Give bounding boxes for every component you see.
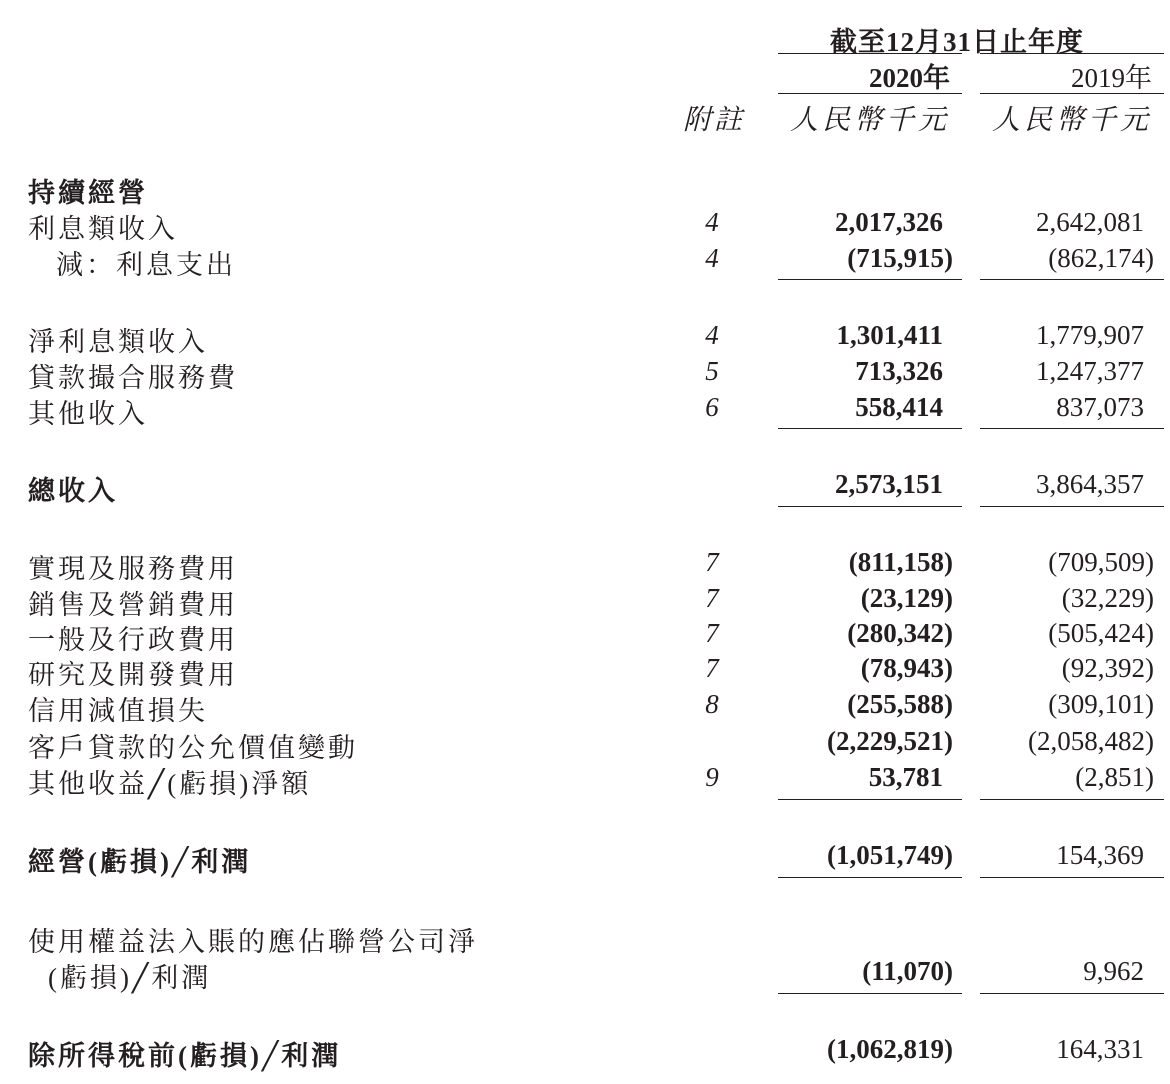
total-rule-2020 [778,506,962,507]
value-2020: (255,588) [847,689,953,719]
subtotal-rule-2019 [980,279,1164,280]
period-header: 截至12月31日止年度 [830,27,1084,57]
row-label: 總收入 [28,476,118,506]
row-label: 經營(虧損)╱利潤 [28,847,252,877]
notes-column-header: 附註 [683,105,746,136]
row-label: 其他收益╱(虧損)淨額 [28,769,312,799]
value-2020: (78,943) [860,653,953,683]
subtotal-rule-2020 [778,799,962,800]
row-note: 5 [705,356,719,386]
row-note: 7 [705,547,719,577]
year-rule-2019 [980,93,1164,94]
subtotal-rule-2019 [980,428,1164,429]
unit-2020-header: 人民幣千元 [789,105,950,136]
header-rule-2020 [778,53,962,54]
header-rule-2019 [980,53,1164,54]
row-label: 其他收入 [28,399,148,429]
table-row [0,956,1170,992]
row-note: 7 [705,653,719,683]
row-note: 4 [705,243,719,273]
subtotal-rule-2020 [778,428,962,429]
value-2020: (1,051,749) [827,840,953,870]
row-label: 研究及開發費用 [28,660,238,690]
table-row [0,243,1170,279]
table-row [0,689,1170,725]
row-label: (虧損)╱利潤 [48,963,212,993]
row-label: 信用減值損失 [28,696,208,726]
value-2019: (92,392) [1061,653,1154,683]
total-rule-2020 [778,877,962,878]
subtotal-rule-2020 [778,279,962,280]
row-note: 4 [705,320,719,350]
value-2019: (505,424) [1048,618,1154,648]
subtotal-rule-2019 [980,799,1164,800]
row-label: 除所得稅前(虧損)╱利潤 [28,1041,342,1071]
value-2020: (1,062,819) [827,1034,953,1064]
table-row [0,618,1170,654]
value-2020: (280,342) [847,618,953,648]
row-label: 客戶貸款的公允價值變動 [28,733,358,763]
row-label: 持續經營 [28,178,148,208]
value-2019: 2,642,081 [1036,207,1144,237]
value-2020: (811,158) [848,547,953,577]
value-2019: 837,073 [1056,392,1144,422]
value-2020: 53,781 [868,762,943,792]
value-2020: 2,017,326 [835,207,943,237]
table-row [0,392,1170,428]
row-label: 貸款撮合服務費 [28,363,238,393]
row-label: 一般及行政費用 [28,625,238,655]
subtotal-rule-2020 [778,993,962,994]
table-row [0,726,1170,762]
total-rule-2019 [980,506,1164,507]
value-2020: (715,915) [847,243,953,273]
row-label: 實現及服務費用 [28,554,238,584]
row-note: 9 [705,762,719,792]
row-note: 6 [705,392,719,422]
table-row [0,762,1170,798]
row-label: 銷售及營銷費用 [28,590,238,620]
value-2019: (309,101) [1048,689,1154,719]
table-row [0,653,1170,689]
row-note: 7 [705,618,719,648]
section-heading-row [0,171,1170,207]
value-2019: 1,779,907 [1036,320,1144,350]
value-2019: 3,864,357 [1036,469,1144,499]
row-label: 淨利息類收入 [28,327,208,357]
year-2020-header: 2020年 [869,63,950,93]
row-label: 利息類收入 [28,214,178,244]
value-2019: (709,509) [1048,547,1154,577]
table-row [0,356,1170,392]
row-note: 4 [705,207,719,237]
row-label: 減：利息支出 [56,250,236,280]
table-row [0,320,1170,356]
total-row [0,1034,1170,1070]
total-row [0,469,1170,505]
value-2019: 1,247,377 [1036,356,1144,386]
row-note: 7 [705,583,719,613]
unit-2019-header: 人民幣千元 [991,105,1152,136]
value-2019: 164,331 [1056,1034,1144,1064]
table-row [0,920,1170,956]
value-2019: (32,229) [1061,583,1154,613]
value-2020: 1,301,411 [836,320,943,350]
value-2019: 9,962 [1083,956,1144,986]
row-label: 使用權益法入賬的應佔聯營公司淨 [28,927,478,957]
value-2020: (2,229,521) [827,726,953,756]
row-note: 8 [705,689,719,719]
value-2019: (2,058,482) [1028,726,1154,756]
table-row [0,583,1170,619]
table-row [0,207,1170,243]
value-2020: 2,573,151 [835,469,943,499]
value-2020: (11,070) [862,956,953,986]
subtotal-rule-2019 [980,993,1164,994]
value-2019: (2,851) [1075,762,1154,792]
year-2019-header: 2019年 [1071,63,1152,93]
total-rule-2019 [980,877,1164,878]
table-row [0,547,1170,583]
total-row [0,840,1170,876]
value-2020: 558,414 [855,392,943,422]
value-2019: (862,174) [1048,243,1154,273]
value-2020: 713,326 [855,356,943,386]
value-2020: (23,129) [860,583,953,613]
year-rule-2020 [778,93,962,94]
value-2019: 154,369 [1056,840,1144,870]
